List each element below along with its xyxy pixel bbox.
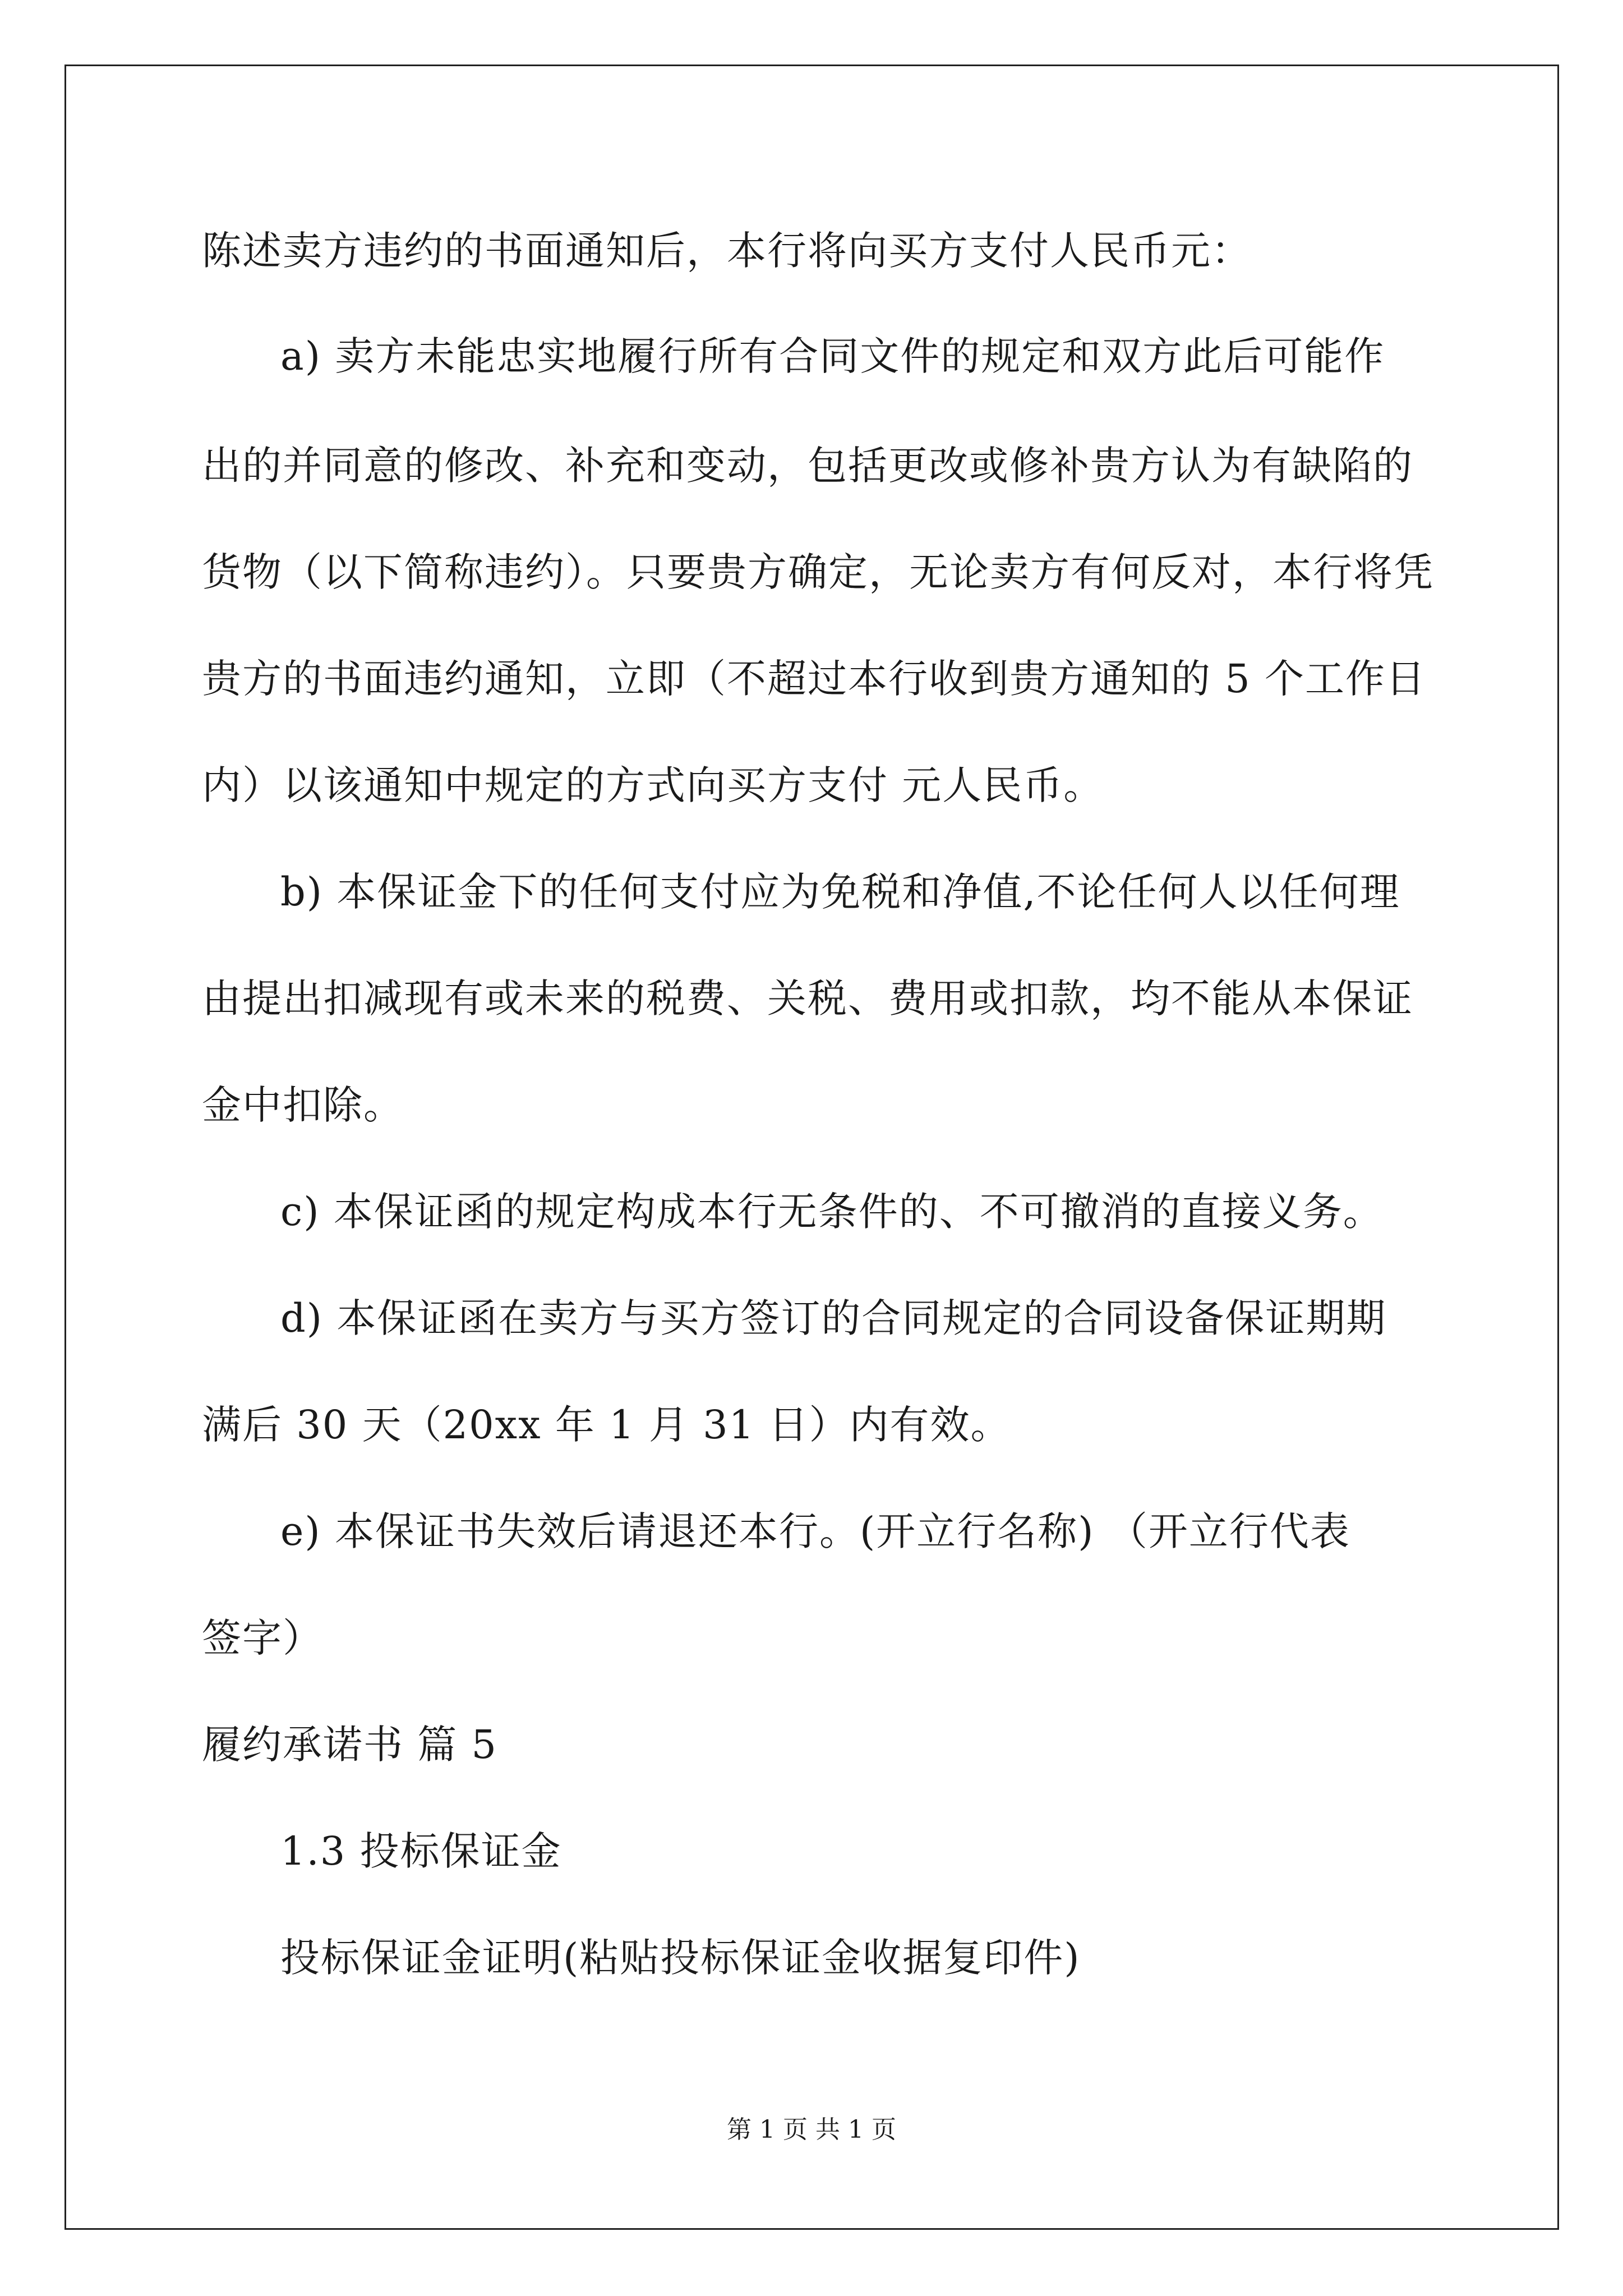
text-line: 出的并同意的修改、补充和变动，包括更改或修补贵方认为有缺陷的	[202, 443, 1413, 489]
text-line: 金中扣除。	[202, 1082, 404, 1128]
text-line: 货物（以下简称违约）。只要贵方确定，无论卖方有何反对，本行将凭	[202, 549, 1434, 595]
text-line: 由提出扣减现有或未来的税费、关税、费用或扣款，均不能从本保证	[202, 976, 1413, 1022]
text-line: 内）以该通知中规定的方式向买方支付 元人民币。	[202, 762, 1104, 808]
paragraph-d-line: d) 本保证函在卖方与买方签订的合同规定的合同设备保证期期	[280, 1295, 1387, 1341]
text-line: 投标保证金证明(粘贴投标保证金收据复印件)	[280, 1935, 1081, 1981]
page-border	[64, 65, 1559, 2230]
section-heading: 履约承诺书 篇 5	[202, 1722, 498, 1768]
text-line: 陈述卖方违约的书面通知后，本行将向买方支付人民币元：	[202, 228, 1252, 274]
subsection-heading: 1.3 投标保证金	[280, 1828, 562, 1874]
paragraph-c-line: c) 本保证函的规定构成本行无条件的、不可撤消的直接义务。	[280, 1189, 1384, 1235]
paragraph-b-line: b) 本保证金下的任何支付应为免税和净值,不论任何人以任何理	[280, 869, 1400, 915]
text-line: 签字）	[202, 1615, 323, 1661]
text-line: 贵方的书面违约通知，立即（不超过本行收到贵方通知的 5 个工作日	[202, 656, 1427, 702]
paragraph-a-line: a) 卖方未能忠实地履行所有合同文件的规定和双方此后可能作	[280, 333, 1385, 379]
paragraph-e-line: e) 本保证书失效后请退还本行。(开立行名称) （开立行代表	[280, 1508, 1350, 1554]
page-footer: 第 1 页 共 1 页	[727, 2115, 896, 2144]
text-line: 满后 30 天（20xx 年 1 月 31 日）内有效。	[202, 1402, 1011, 1448]
